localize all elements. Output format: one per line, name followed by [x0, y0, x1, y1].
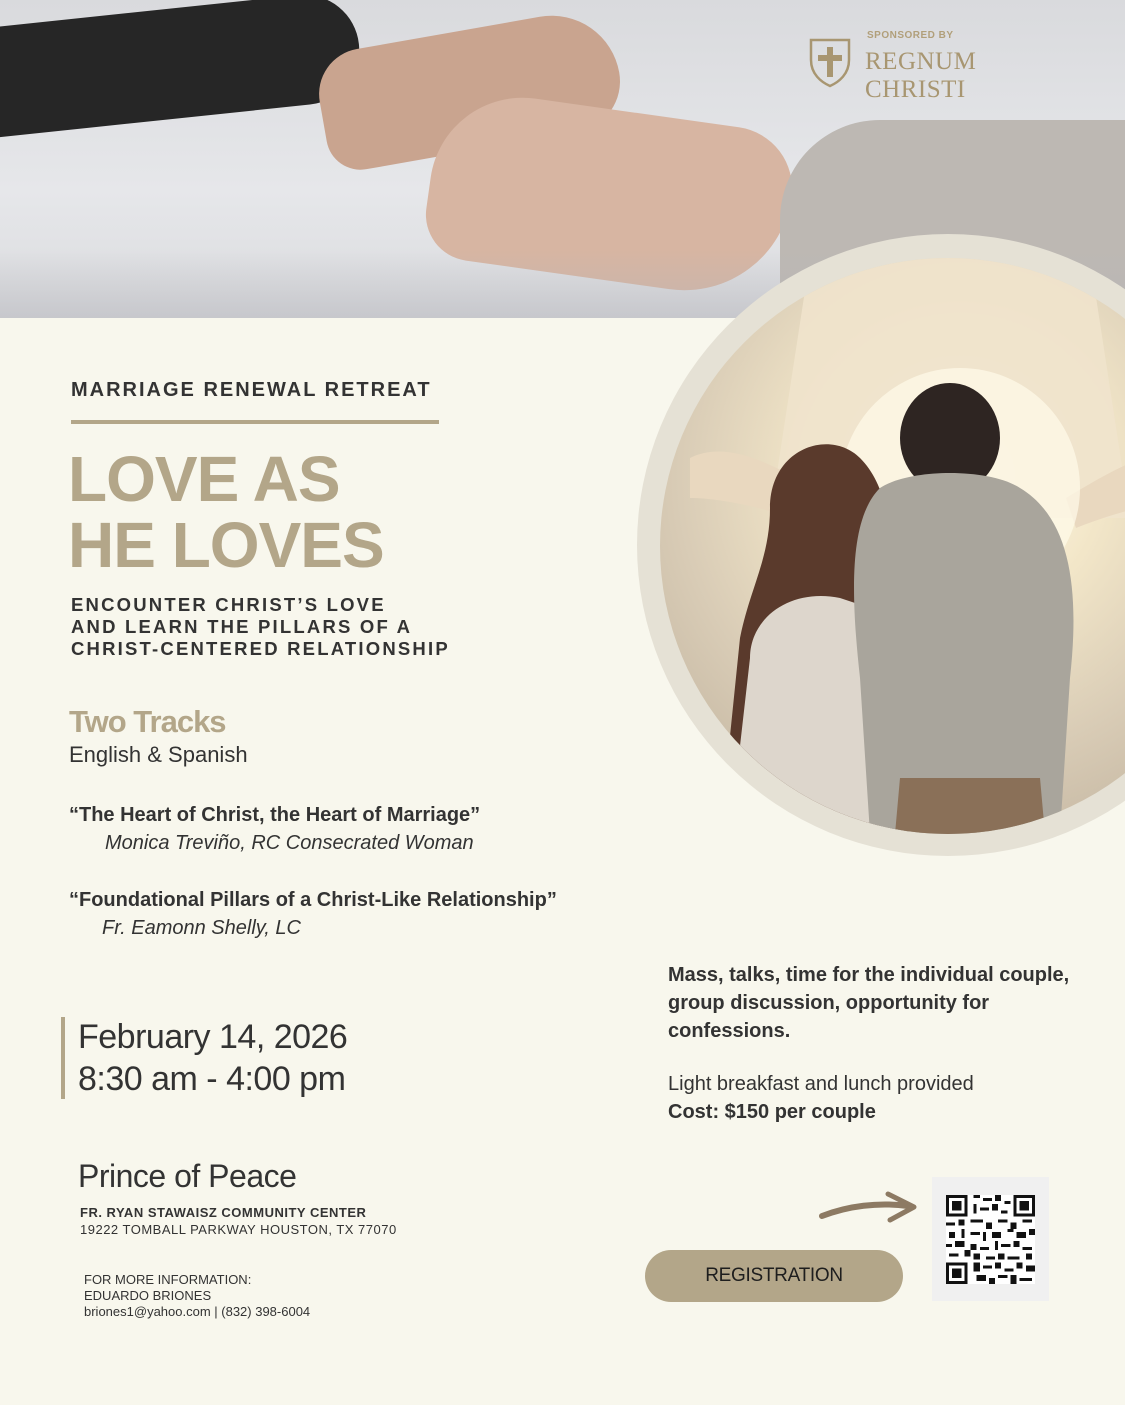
sponsor-label: SPONSORED BY: [867, 30, 954, 41]
tracks-heading: Two Tracks: [69, 704, 226, 739]
hero-left-sleeve: [0, 0, 365, 141]
contact-person: EDUARDO BRIONES: [84, 1288, 212, 1303]
event-subtitle-line-3: CHRIST-CENTERED RELATIONSHIP: [71, 638, 450, 659]
venue-center: FR. RYAN STAWAISZ COMMUNITY CENTER: [80, 1205, 367, 1220]
tracks-languages: English & Spanish: [69, 742, 248, 767]
event-title-line-2: HE LOVES: [68, 509, 384, 581]
sponsor-name: REGNUM CHRISTI: [865, 48, 977, 103]
couple-illustration: [660, 258, 1125, 834]
event-time: 8:30 am - 4:00 pm: [78, 1060, 346, 1098]
sponsor-logo: [805, 28, 1065, 103]
venue-name: Prince of Peace: [78, 1158, 297, 1194]
cross-shield-icon: [805, 34, 855, 88]
date-accent-bar: [61, 1017, 65, 1099]
event-subtitle-line-2: AND LEARN THE PILLARS OF A: [71, 616, 413, 637]
event-subtitle-line-1: ENCOUNTER CHRIST’S LOVE: [71, 594, 386, 615]
event-date: February 14, 2026: [78, 1018, 348, 1056]
event-subtitle: [71, 594, 631, 660]
registration-qr[interactable]: [932, 1177, 1049, 1301]
contact-details[interactable]: briones1@yahoo.com | (832) 398-6004: [84, 1304, 311, 1319]
couple-with-christ-art: [660, 258, 1125, 834]
talk-2-speaker: Fr. Eamonn Shelly, LC: [102, 917, 301, 939]
event-description: Mass, talks, time for the individual couple, group discussion, opportunity for confessions.: [668, 964, 1070, 1042]
event-title-line-1: LOVE AS: [68, 443, 340, 515]
event-title: [68, 443, 588, 581]
talk-2-title: “Foundational Pillars of a Christ-Like Relationship”: [69, 889, 557, 911]
qr-code-icon: [946, 1195, 1035, 1284]
registration-button[interactable]: REGISTRATION: [645, 1250, 903, 1302]
cost-note: Cost: $150 per couple: [668, 1101, 876, 1123]
event-kicker: MARRIAGE RENEWAL RETREAT: [71, 379, 432, 401]
contact-label: FOR MORE INFORMATION:: [84, 1272, 252, 1287]
meals-note: Light breakfast and lunch provided: [668, 1073, 974, 1095]
kicker-divider: [71, 420, 439, 424]
talk-1-speaker: Monica Treviño, RC Consecrated Woman: [105, 832, 474, 854]
arrow-right-icon: [818, 1186, 922, 1226]
talk-1-title: “The Heart of Christ, the Heart of Marriage”: [69, 804, 481, 826]
venue-address: 19222 TOMBALL PARKWAY HOUSTON, TX 77070: [80, 1222, 397, 1237]
